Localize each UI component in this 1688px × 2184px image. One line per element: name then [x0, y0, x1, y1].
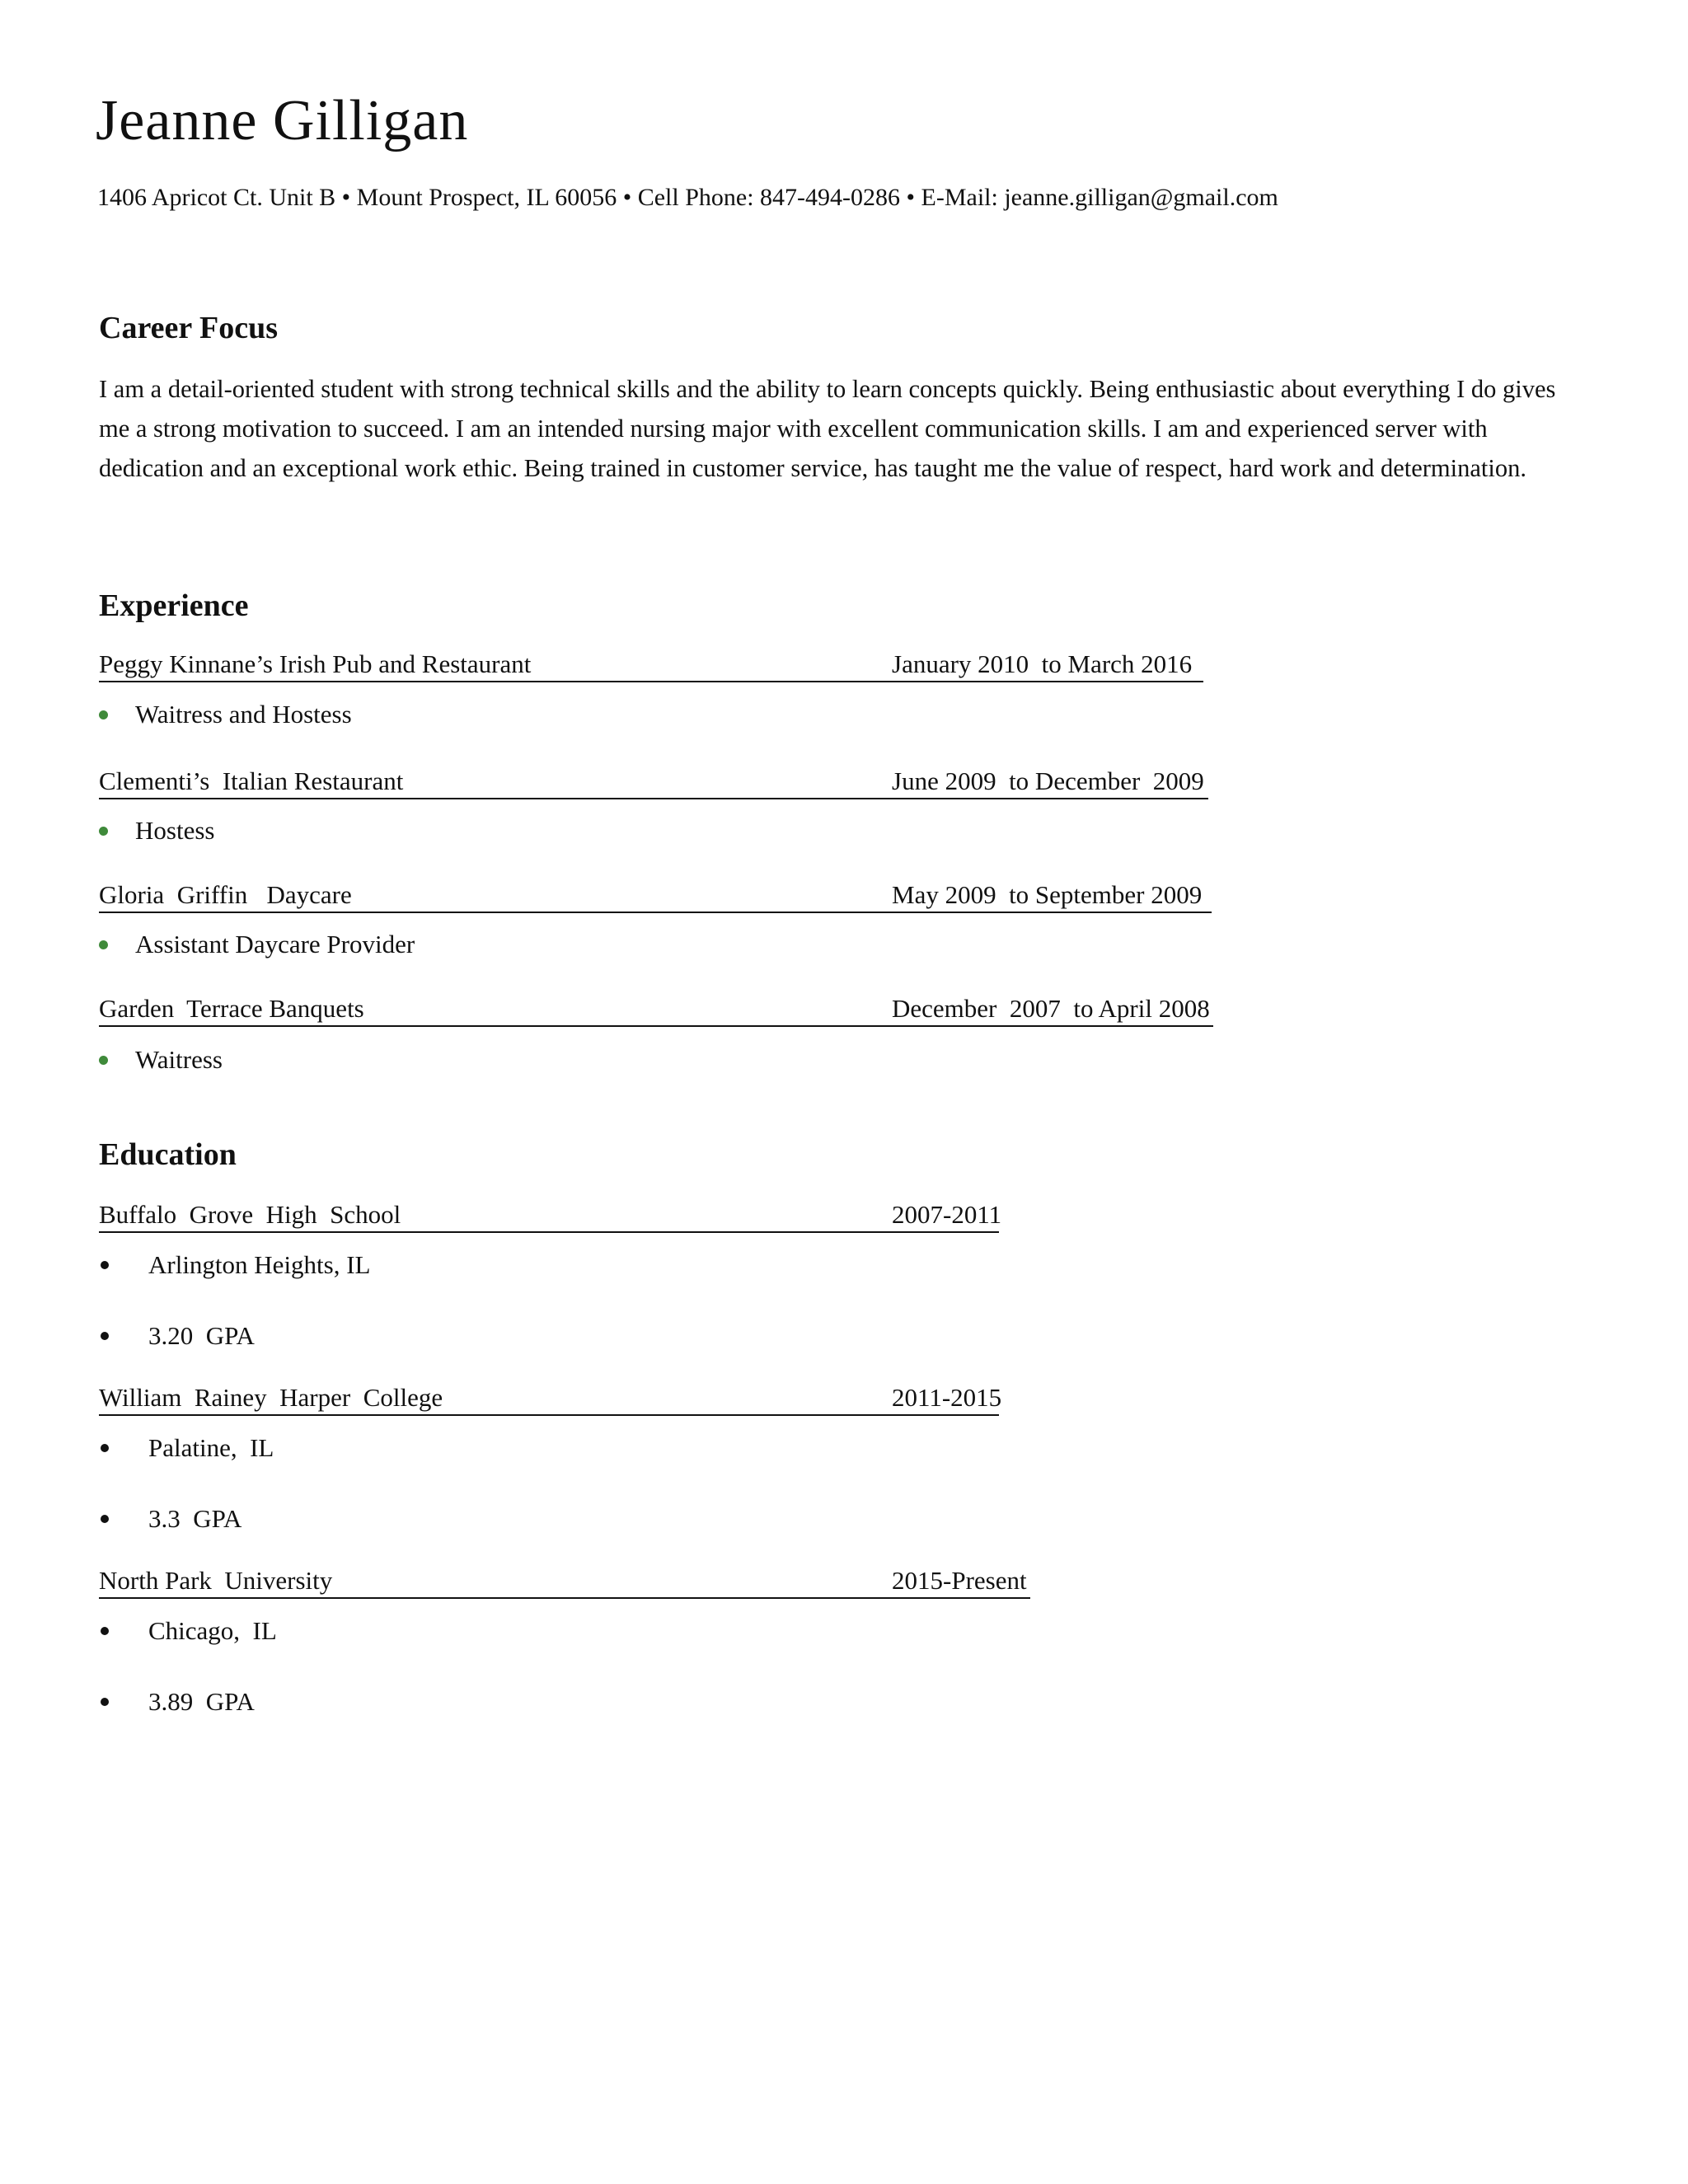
experience-heading: Experience	[99, 588, 249, 623]
employer-name: Gloria Griffin Daycare	[99, 880, 352, 909]
education-entry-2	[99, 1381, 1002, 1416]
employer-name: Peggy Kinnane’s Irish Pub and Restaurant	[99, 649, 532, 678]
bullet-dot-icon	[101, 1627, 109, 1635]
employment-dates: January 2010 to March 2016	[892, 649, 1193, 678]
experience-entry-1	[99, 648, 1203, 682]
school-years: 2011-2015	[892, 1383, 1002, 1412]
job-role: Waitress	[135, 1045, 223, 1074]
employment-dates: December 2007 to April 2008	[892, 994, 1210, 1023]
education-entry-3	[99, 1564, 1030, 1599]
bullet-dot-icon	[99, 1056, 108, 1065]
school-name: Buffalo Grove High School	[99, 1200, 401, 1229]
experience-entry-2	[99, 765, 1208, 799]
bullet-dot-icon	[99, 710, 108, 719]
resume-name: Jeanne Gilligan	[96, 89, 469, 152]
school-name: William Rainey Harper College	[99, 1383, 443, 1412]
contact-line: 1406 Apricot Ct. Unit B • Mount Prospect, IL 60056 • Cell Phone: 847-494-0286 • E-Mail: jeanne.gilligan@gmail.com	[97, 184, 1278, 211]
career-focus-heading: Career Focus	[99, 311, 279, 345]
employment-dates: May 2009 to September 2009	[892, 880, 1203, 909]
employer-name: Clementi’s Italian Restaurant	[99, 766, 404, 795]
school-location: Palatine, IL	[148, 1433, 274, 1462]
school-name: North Park University	[99, 1566, 333, 1595]
education-entry-1	[99, 1198, 1002, 1233]
school-gpa: 3.89 GPA	[148, 1687, 255, 1716]
experience-entry-3	[99, 879, 1212, 913]
bullet-dot-icon	[99, 940, 108, 949]
school-location: Arlington Heights, IL	[148, 1250, 371, 1279]
bullet-dot-icon	[101, 1261, 109, 1269]
job-role: Waitress and Hostess	[135, 700, 352, 729]
education-heading: Education	[99, 1137, 237, 1172]
school-location: Chicago, IL	[148, 1616, 277, 1645]
school-years: 2015-Present	[892, 1566, 1027, 1595]
bullet-dot-icon	[101, 1698, 109, 1706]
employer-name: Garden Terrace Banquets	[99, 994, 364, 1023]
school-gpa: 3.3 GPA	[148, 1504, 242, 1533]
bullet-dot-icon	[101, 1515, 109, 1523]
job-role: Hostess	[135, 816, 215, 845]
experience-entry-4	[99, 992, 1213, 1027]
job-role: Assistant Daycare Provider	[135, 930, 415, 958]
school-gpa: 3.20 GPA	[148, 1321, 255, 1350]
school-years: 2007-2011	[892, 1200, 1002, 1229]
career-focus-paragraph: I am a detail-oriented student with strong technical skills and the ability to learn concepts quickly. Being enthusiastic about everything I do gives me a strong motivation to succeed. I am an intended nursing major with excellent communication skills. I am and experienced server with dedication and an exceptional work ethic. Being trained in customer service, has taught me the value of respect, hard work and determination.	[99, 375, 1556, 482]
bullet-dot-icon	[99, 827, 108, 836]
employment-dates: June 2009 to December 2009	[892, 766, 1204, 795]
bullet-dot-icon	[101, 1444, 109, 1452]
bullet-dot-icon	[101, 1332, 109, 1340]
